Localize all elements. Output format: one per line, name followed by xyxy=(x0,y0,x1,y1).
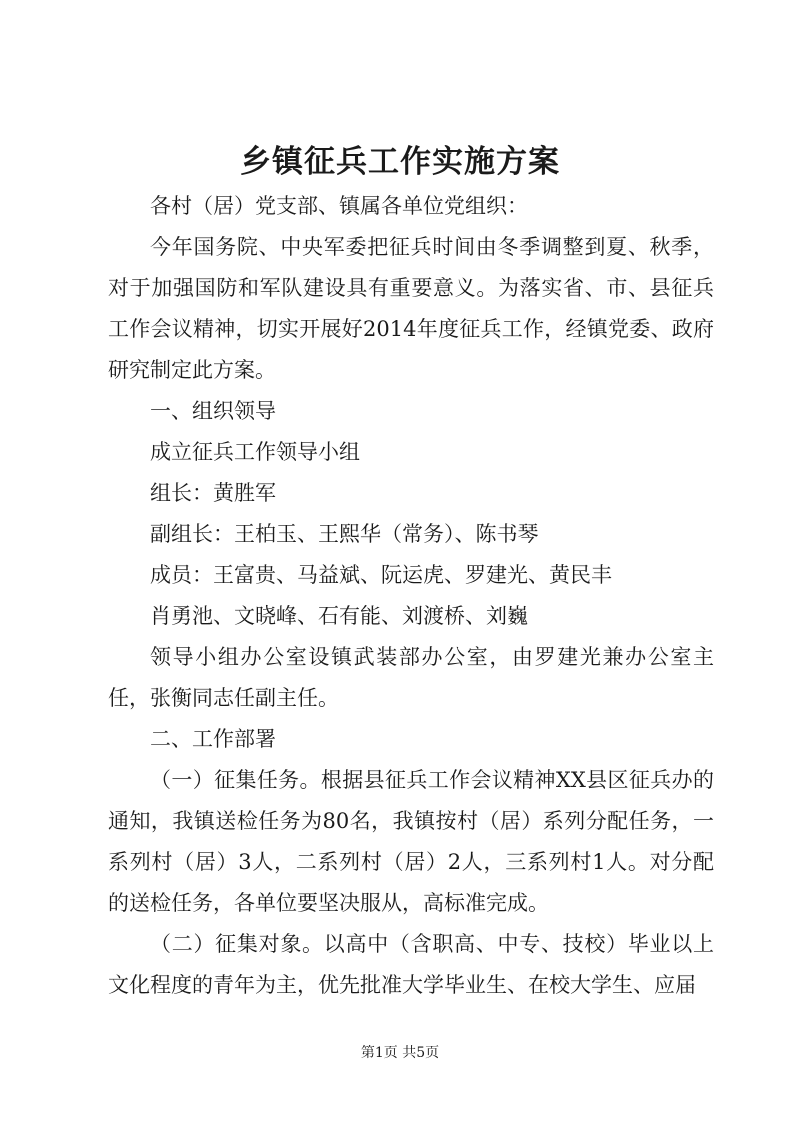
members-continued-line: 肖勇池、文晓峰、石有能、刘渡桥、刘巍 xyxy=(150,604,528,628)
page-title: 乡镇征兵工作实施方案 xyxy=(240,144,560,180)
page-footer: 第1页 共5页 xyxy=(360,1045,440,1061)
intro-paragraph: 今年国务院、中央军委把征兵时间由冬季调整到夏、秋季，对于加强国防和军队建设具有重要意义。为落实省、市、县征兵工作会议精神，切实开展好2014年度征兵工作，经镇党委、政府研究制定此方案。 xyxy=(108,235,714,382)
group-leader-line: 组长：黄胜军 xyxy=(150,481,276,505)
leading-group-line: 成立征兵工作领导小组 xyxy=(150,440,360,464)
recruit-target-paragraph: （二）征集对象。以高中（含职高、中专、技校）毕业以上文化程度的青年为主，优先批准大学毕业生、在校大学生、应届 xyxy=(108,932,714,997)
document-body xyxy=(108,186,714,1006)
task-paragraph: （一）征集任务。根据县征兵工作会议精神XX县区征兵办的通知，我镇送检任务为80名，我镇按村（居）系列分配任务，一系列村（居）3人，二系列村（居）2人，三系列村1人。对分配的送检任务，各单位要坚决服从，高标准完成。 xyxy=(108,768,714,915)
deputy-leader-line: 副组长：王柏玉、王熙华（常务）、陈书琴 xyxy=(150,522,539,546)
office-paragraph: 领导小组办公室设镇武装部办公室，由罗建光兼办公室主任，张衡同志任副主任。 xyxy=(108,645,714,710)
section-heading-organization: 一、组织领导 xyxy=(150,399,276,423)
salutation: 各村（居）党支部、镇属各单位党组织： xyxy=(150,194,528,218)
members-line: 成员：王富贵、马益斌、阮运虎、罗建光、黄民丰 xyxy=(150,563,612,587)
section-heading-deployment: 二、工作部署 xyxy=(150,727,276,751)
